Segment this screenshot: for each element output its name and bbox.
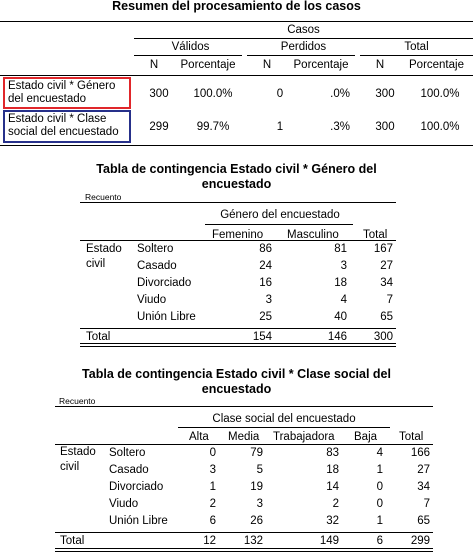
table3-cell: 14 (326, 481, 339, 493)
table3-cell: 2 (332, 498, 339, 510)
table2-total-label: Total (86, 331, 111, 343)
table2-col-header: Masculino (287, 229, 339, 241)
table3-cell: 34 (417, 481, 430, 493)
table2-title-line2: encuestado (201, 177, 272, 191)
table2-cell: 16 (259, 277, 272, 289)
table2-col-header: Total (363, 229, 388, 241)
table3-total-label: Total (60, 535, 85, 547)
table3-cell: 27 (417, 464, 430, 476)
table2-total-cell: 154 (252, 331, 272, 343)
table1-cell: .3% (330, 121, 350, 133)
table3-cell: 3 (209, 464, 216, 476)
table1-sub-n: N (149, 59, 159, 71)
table1-bottom-rule (0, 145, 473, 146)
table2-col-header: Femenino (212, 229, 264, 241)
table2-row-label: Soltero (137, 243, 174, 255)
table1-group-validos: Válidos (171, 41, 210, 53)
table1-sub-n: N (262, 59, 272, 71)
table3-col-header: Baja (354, 431, 378, 443)
table1-group-total: Total (404, 41, 429, 53)
table3-title-line1: Tabla de contingencia Estado civil * Clase social del (82, 367, 391, 381)
table2-cell: 4 (340, 294, 347, 306)
table3-cell: 2 (209, 498, 216, 510)
table2-cell: 25 (259, 311, 272, 323)
table2-recuento-label: Recuento (85, 192, 122, 202)
table1-row-label: social del encuestado (8, 126, 119, 138)
table3-top-rule (55, 406, 433, 407)
table1-cell: .0% (330, 88, 350, 100)
table1-row-label: del encuestado (8, 93, 87, 105)
table1-row-label: Estado civil * Clase (8, 113, 107, 125)
table2-total-cell: 146 (327, 331, 347, 343)
table2-cell: 3 (340, 260, 347, 272)
table1-sub-pct: Porcentaje (409, 59, 464, 71)
table2-header-rule (80, 240, 396, 241)
table3-cell: 7 (423, 498, 430, 510)
table3-total-cell: 149 (319, 535, 339, 547)
table3-cell: 0 (376, 498, 383, 510)
table1-top-rule (0, 21, 473, 22)
table3-col-header: Total (399, 431, 424, 443)
table3-col-header: Trabajadora (273, 431, 335, 443)
table2-top-rule (80, 202, 396, 203)
table3-cell: 1 (209, 481, 216, 493)
table2-cell: 167 (373, 243, 393, 255)
table1-sub-pct: Porcentaje (180, 59, 236, 71)
table1-cell: 300 (149, 88, 169, 100)
table1-cell: 0 (276, 88, 284, 100)
table2-cell: 24 (259, 260, 272, 272)
table2-row-label: Unión Libre (137, 311, 196, 323)
table3-row-group: Estado (60, 446, 96, 458)
table3-row-label: Viudo (109, 498, 139, 510)
table3-cell: 18 (326, 464, 339, 476)
table1-rule (360, 55, 473, 56)
table1-row-label: Estado civil * Género (8, 80, 116, 92)
table2-cell: 7 (386, 294, 393, 306)
table1-header-rule (0, 75, 473, 76)
table2-row-label: Casado (137, 260, 177, 272)
table3-row-label: Divorciado (109, 481, 164, 493)
table3-cell: 166 (410, 447, 430, 459)
table1-rule (134, 38, 473, 39)
table2-row-label: Viudo (137, 294, 167, 306)
table2-cell: 86 (259, 243, 272, 255)
table3-group-header: Clase social del encuestado (212, 413, 356, 425)
table1-rule (247, 55, 355, 56)
table2-cell: 65 (380, 311, 393, 323)
table1-casos-header: Casos (287, 24, 320, 36)
table3-total-rule (55, 532, 433, 533)
table3-cell: 5 (256, 464, 263, 476)
table3-cell: 26 (250, 515, 263, 527)
table2-cell: 40 (334, 311, 347, 323)
table2-group-header: Género del encuestado (220, 209, 340, 221)
table2-cell: 18 (334, 277, 347, 289)
table3-cell: 0 (376, 481, 383, 493)
table1-sub-n: N (375, 59, 385, 71)
table3-row-label: Soltero (109, 447, 146, 459)
table3-title-line2: encuestado (201, 382, 272, 396)
table3-cell: 1 (376, 464, 383, 476)
table2-cell: 27 (380, 260, 393, 272)
table2-total-rule (80, 328, 396, 329)
table2-cell: 81 (334, 243, 347, 255)
table3-cell: 4 (376, 447, 383, 459)
table3-rule (178, 427, 390, 428)
table2-cell: 3 (265, 294, 272, 306)
table2-bottom-rule (80, 343, 396, 347)
table3-cell: 65 (417, 515, 430, 527)
table3-col-header: Alta (189, 431, 209, 443)
table3-cell: 3 (256, 498, 263, 510)
table3-cell: 83 (326, 447, 339, 459)
table2-rule (205, 224, 353, 225)
table2-row-group: Estado (86, 243, 122, 255)
table1-cell: 299 (149, 121, 169, 133)
table3-cell: 79 (250, 447, 263, 459)
table1-cell: 100.0% (420, 88, 460, 100)
table3-cell: 0 (209, 447, 216, 459)
table3-cell: 1 (376, 515, 383, 527)
table2-total-cell: 300 (373, 331, 393, 343)
table1-rule (134, 55, 242, 56)
table3-cell: 32 (326, 515, 339, 527)
table1-cell: 100.0% (420, 121, 460, 133)
table3-col-header: Media (228, 431, 260, 443)
table3-row-group: civil (60, 461, 80, 473)
table3-cell: 19 (250, 481, 263, 493)
table1-cell: 100.0% (193, 88, 233, 100)
table2-row-group: civil (86, 258, 106, 270)
table3-header-rule (55, 444, 433, 445)
table3-total-cell: 12 (203, 535, 216, 547)
table1-title: Resumen del procesamiento de los casos (112, 0, 361, 13)
table2-title-line1: Tabla de contingencia Estado civil * Género del (96, 162, 377, 176)
table2-row-label: Divorciado (137, 277, 192, 289)
table1-cell: 1 (276, 121, 284, 133)
table3-bottom-rule (55, 548, 433, 552)
table3-cell: 6 (209, 515, 216, 527)
table2-cell: 34 (380, 277, 393, 289)
table3-row-label: Casado (109, 464, 149, 476)
table3-row-label: Unión Libre (109, 515, 168, 527)
table3-total-cell: 299 (410, 535, 430, 547)
table1-sub-pct: Porcentaje (293, 59, 349, 71)
table3-total-cell: 132 (243, 535, 263, 547)
table3-total-cell: 6 (376, 535, 383, 547)
table1-cell: 300 (375, 88, 395, 100)
table1-cell: 99.7% (196, 121, 230, 133)
table1-group-perdidos: Perdidos (280, 41, 327, 53)
table3-recuento-label: Recuento (59, 396, 96, 406)
table1-cell: 300 (375, 121, 395, 133)
